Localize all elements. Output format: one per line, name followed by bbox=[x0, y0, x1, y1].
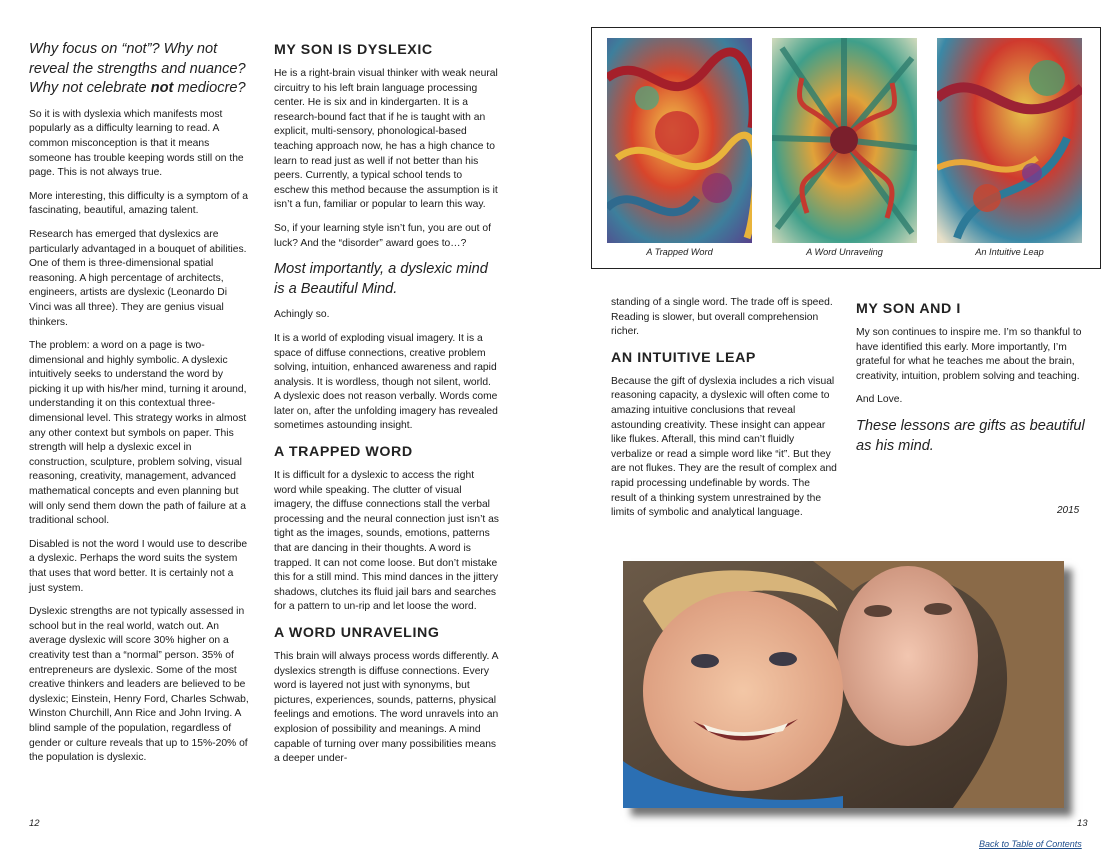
paragraph: More interesting, this difficulty is a symptom of a fascinating, beautiful, amazing talent. bbox=[29, 190, 248, 217]
paragraph: So it is with dyslexia which manifests most popularly as a difficulty learning to read. A common misconception is that it means someone has trouble keeping words still on the page. This is not always true. bbox=[29, 108, 244, 179]
pull-quote-beautiful-mind: Most importantly, a dyslexic mind is a Beautiful Mind. bbox=[274, 261, 488, 297]
artwork-a-trapped-word bbox=[607, 38, 752, 243]
back-to-toc-link[interactable]: Back to Table of Contents bbox=[979, 839, 1082, 849]
pull-quote-why-not: Why focus on “not”? Why not reveal the strengths and nuance? Why not celebrate not mediocre? bbox=[29, 41, 246, 97]
caption-an-intuitive-leap: An Intuitive Leap bbox=[975, 247, 1044, 257]
paragraph: So, if your learning style isn’t fun, you are out of luck? And the “disorder” award goes to…? bbox=[274, 222, 491, 249]
heading-a-trapped-word: A TRAPPED WORD bbox=[274, 444, 413, 461]
heading-an-intuitive-leap: AN INTUITIVE LEAP bbox=[611, 349, 756, 366]
paragraph: Disabled is not the word I would use to describe a dyslexic. Perhaps the word suits the system that uses that word better. It is certainly not a just system. bbox=[29, 538, 248, 594]
caption-a-trapped-word: A Trapped Word bbox=[646, 247, 713, 257]
art-gallery-frame bbox=[591, 27, 1101, 269]
paragraph: Achingly so. bbox=[274, 309, 330, 321]
page-number-left: 12 bbox=[29, 818, 40, 829]
photo-mother-and-son bbox=[623, 561, 1064, 808]
paragraph: And Love. bbox=[856, 394, 903, 406]
paragraph: My son continues to inspire me. I’m so thankful to have identified this early. More importantly, I’m grateful for what he teaches me about the brain, creativity, intuition, problem solving and teaching. bbox=[856, 327, 1082, 382]
paragraph: It is difficult for a dyslexic to access the right word while speaking. The clutter of visual imagery, the diffuse connections stall the verbal processing and the neural connection just isn’t as tight as the images, sounds, emotions, patterns that are dancing in their thoughts. A word is trapped. It can not come loose. But don’t mistake this for a still mind. This mind dances in the jittery shadows, clutches its fluid jail bars and searches for a pattern to un-rip and let loose the word. bbox=[274, 470, 499, 613]
pull-quote-lessons: These lessons are gifts as beautiful as his mind. bbox=[856, 417, 1085, 454]
paragraph: It is a world of exploding visual imagery. It is a space of diffuse connections, creative problem solving, intuition, enhanced awareness and rapid analysis. It is wordless, though not silent, world. A dyslexic does not reason verbally. Words come later on, after the unfolding imagery has revealed sometimes astounding insight. bbox=[274, 332, 498, 432]
paragraph: The problem: a word on a page is two-dimensional and highly symbolic. A dyslexic intuitively seeks to understand the word by picking it up with his/her mind, turning it around, understanding it on this contextual three-dimensional level. This strategy works in almost any other context but symbols on paper. This strength will help a dyslexic excel in construction, sculpture, problem solving, visual reasoning, creativity, management, advanced mathematical concepts and even planning but will only send them down the path of failure at a traditional school. bbox=[29, 340, 247, 527]
heading-my-son-is-dyslexic: MY SON IS DYSLEXIC bbox=[274, 42, 433, 58]
column-1 bbox=[29, 40, 251, 775]
paragraph: standing of a single word. The trade off is speed. Reading is slower, but overall comprehension richer. bbox=[611, 297, 833, 338]
page-number-right: 13 bbox=[1077, 818, 1088, 829]
paragraph: Research has emerged that dyslexics are particularly advantaged in a bouquet of abilities. One of them is three-dimensional spatial reasoning. A high percentage of architects, engineers, artists are dyslexic (Leonardo Di Vinci was all three). They are genius visual thinkers. bbox=[29, 228, 247, 328]
artwork-an-intuitive-leap bbox=[937, 38, 1082, 243]
artwork-a-word-unraveling bbox=[772, 38, 917, 243]
column-4 bbox=[856, 300, 1088, 465]
heading-my-son-and-i: MY SON AND I bbox=[856, 301, 961, 317]
paragraph: This brain will always process words differently. A dyslexics strength is diffuse connections. Every word is layered not just with synonyms, but pictures, experiences, sounds, patterns, physical feelings and emotions. The word unravels into an explosion of possibility and meanings. A mind capable of turning over many possibilities means a deeper under- bbox=[274, 651, 499, 765]
heading-a-word-unraveling: A WORD UNRAVELING bbox=[274, 625, 440, 641]
year-label: 2015 bbox=[1057, 505, 1080, 516]
column-3 bbox=[611, 296, 838, 530]
column-2 bbox=[274, 41, 499, 776]
caption-a-word-unraveling: A Word Unraveling bbox=[806, 247, 883, 257]
paragraph: Because the gift of dyslexia includes a rich visual reasoning capacity, a dyslexic will often come to amazing intuitive conclusions that reveal astounding creativity. These insight can appear like flukes. Afterall, this mind can’t fluidly verbalize or read a simple word like “it”. But they are not flukes. They are the result of complex and rapid processing undefinable by words. The result of a thinking system unrestrained by the limits of symbolic and analytical language. bbox=[611, 375, 837, 519]
paragraph: Dyslexic strengths are not typically assessed in school but in the real world, watch out. An average dyslexic will score 30% higher on a creativity test than a “normal” person. 35% of entrepreneurs are dyslexic. Some of the most creative thinkers and leaders are believed to be dyslexic; Einstein, Henry Ford, Charles Schwab, Winston Churchill, Ann Rice and John Irving. A blind sample of the population, regardless of gender or culture reveals that up to 15%-20% of the population is dyslexic. bbox=[29, 606, 249, 764]
paragraph: He is a right-brain visual thinker with weak neural circuitry to his left brain language processing center. He is six and in kindergarten. It is a research-bound fact that if he is taught with an explicit, multi-sensory, phonological-based teaching approach now, he has a high chance to learn to read just as well if not better than his peers. Currently, a typical school tends to eschew this method because the assumption is it isn’t a fun, familiar or popular to learn this way. bbox=[274, 68, 498, 211]
